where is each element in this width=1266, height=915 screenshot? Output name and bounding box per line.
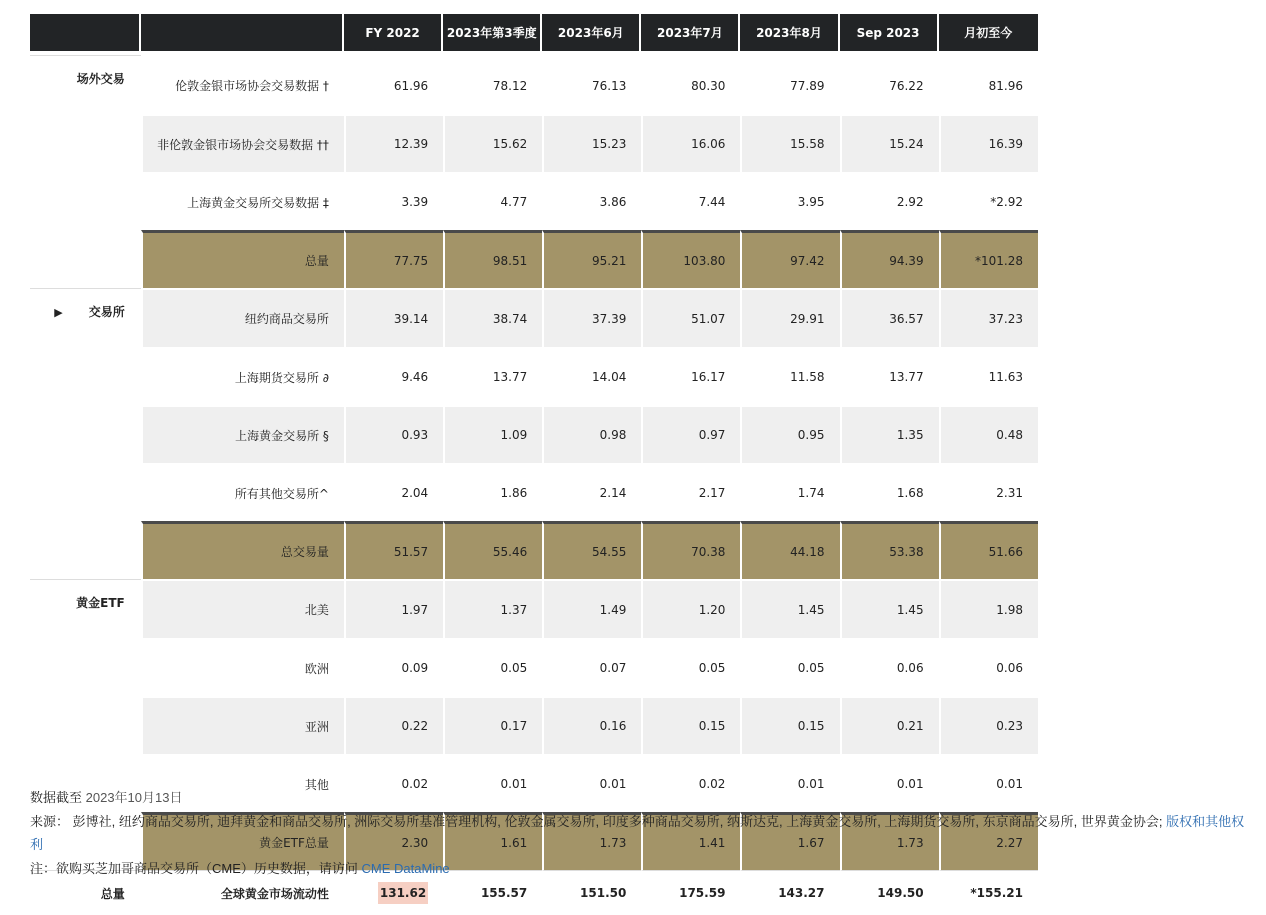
table-row (30, 172, 1038, 230)
expand-arrow-icon[interactable]: ▶ (54, 306, 63, 319)
cme-datamine-link[interactable]: CME DataMine (361, 860, 450, 876)
gold-liquidity-table (30, 14, 1038, 915)
cell-value: 77.89 (740, 55, 839, 114)
cell-value: 7.44 (641, 172, 740, 230)
cell-value: 1.37 (443, 579, 542, 638)
row-label: 北美 (141, 579, 344, 638)
cell-value: 3.39 (344, 172, 443, 230)
cell-value: 0.07 (542, 638, 641, 696)
cell-value: 1.97 (344, 579, 443, 638)
row-label: 上海黄金交易所交易数据 ‡ (141, 172, 344, 230)
cell-value: 14.04 (542, 347, 641, 405)
cell-value: 2.92 (840, 172, 939, 230)
cell-value: 1.74 (740, 463, 839, 521)
cell-value: 51.07 (641, 288, 740, 347)
cell-value: 2.14 (542, 463, 641, 521)
date-value: 2023年10月13日 (85, 790, 183, 805)
cell-value: 15.24 (840, 114, 939, 172)
value-text: 149.50 (877, 886, 924, 900)
row-label: 纽约商品交易所 (141, 288, 344, 347)
cell-value: 0.05 (443, 638, 542, 696)
group-spacer (30, 521, 141, 579)
source-prefix: 来源： (30, 813, 70, 829)
cell-value: 1.73 (840, 812, 939, 870)
cell-value: 15.62 (443, 114, 542, 172)
cell-value: 51.57 (344, 521, 443, 579)
cell-value: 38.74 (443, 288, 542, 347)
cell-value: 81.96 (939, 55, 1038, 114)
highlighted-value: 131.62 (378, 882, 428, 904)
cell-value: 0.01 (840, 754, 939, 812)
row-label: 伦敦金银市场协会交易数据 † (141, 55, 344, 114)
cell-value: 95.21 (542, 230, 641, 288)
cell-value: 1.45 (740, 579, 839, 638)
cell-value: 1.61 (443, 812, 542, 870)
cell-value: 0.16 (542, 696, 641, 754)
cell-value: 2.30 (344, 812, 443, 870)
group-label (30, 579, 141, 638)
date-prefix: 数据截至 (30, 790, 83, 805)
value-text: 155.57 (480, 886, 528, 900)
group-spacer (30, 230, 141, 288)
cell-value: 0.05 (740, 638, 839, 696)
cell-value: 0.01 (542, 754, 641, 812)
table-row (30, 579, 1038, 638)
cell-value: 70.38 (641, 521, 740, 579)
note-line (30, 857, 1255, 881)
cell-value: 0.17 (443, 696, 542, 754)
table-row (30, 114, 1038, 172)
cell-value: 1.68 (840, 463, 939, 521)
cell-value: 36.57 (840, 288, 939, 347)
cell-value: 1.49 (542, 579, 641, 638)
cell-value: 0.48 (939, 405, 1038, 463)
cell-value: 16.17 (641, 347, 740, 405)
cell-value: 11.63 (939, 347, 1038, 405)
cell-value: 0.09 (344, 638, 443, 696)
row-label: 其他 (141, 754, 344, 812)
cell-value: 16.39 (939, 114, 1038, 172)
cell-value: 0.23 (939, 696, 1038, 754)
row-label: 总量 (141, 230, 344, 288)
row-label: 全球黄金市场流动性 (141, 870, 344, 915)
cell-value: 61.96 (344, 55, 443, 114)
table-row (30, 696, 1038, 754)
cell-value: 55.46 (443, 521, 542, 579)
row-label: 所有其他交易所^ (141, 463, 344, 521)
cell-value: 37.39 (542, 288, 641, 347)
cell-value: 0.02 (641, 754, 740, 812)
cell-value: 0.21 (840, 696, 939, 754)
row-label: 上海期货交易所 ∂ (141, 347, 344, 405)
cell-value: 12.39 (344, 114, 443, 172)
total-row (30, 521, 1038, 579)
footnotes (30, 786, 1255, 880)
cell-value: *2.92 (939, 172, 1038, 230)
cell-value: 15.23 (542, 114, 641, 172)
cell-value: 2.31 (939, 463, 1038, 521)
cell-value: 4.77 (443, 172, 542, 230)
table-row (30, 288, 1038, 347)
group-spacer (30, 114, 141, 172)
cell-value: 29.91 (740, 288, 839, 347)
cell-value: 39.14 (344, 288, 443, 347)
cell-value: 1.86 (443, 463, 542, 521)
cell-value: 2.17 (641, 463, 740, 521)
cell-value: 0.01 (443, 754, 542, 812)
cell-value: 78.12 (443, 55, 542, 114)
cell-value: 1.20 (641, 579, 740, 638)
cell-value: 0.93 (344, 405, 443, 463)
header-blank-label (141, 14, 344, 51)
header-col: Sep 2023 (840, 14, 939, 51)
cell-value: 51.66 (939, 521, 1038, 579)
group-label (30, 55, 141, 114)
cell-value: 13.77 (840, 347, 939, 405)
cell-value: 0.98 (542, 405, 641, 463)
cell-value: 2.04 (344, 463, 443, 521)
rights-link[interactable]: 版权和其他权利 (30, 813, 1245, 852)
value-text: 143.27 (778, 886, 825, 900)
header-col: 2023年7月 (641, 14, 740, 51)
row-label: 上海黄金交易所 § (141, 405, 344, 463)
cell-value: 0.06 (939, 638, 1038, 696)
cell-value: 13.77 (443, 347, 542, 405)
cell-value: 94.39 (840, 230, 939, 288)
cell-value: 1.67 (740, 812, 839, 870)
value-text: 175.59 (679, 886, 726, 900)
cell-value: 2.27 (939, 812, 1038, 870)
source-text: 彭博社, 纽约商品交易所, 迪拜黄金和商品交易所, 洲际交易所基准管理机构, 伦敦金属交易所, 印度多种商品交易所, 纳斯达克, 上海黄金交易所, 上海期货交易所, 东京商品交易所, 世界黄金协会; (72, 813, 1163, 829)
cell-value: 54.55 (542, 521, 641, 579)
cell-value: 0.15 (641, 696, 740, 754)
cell-value: 1.73 (542, 812, 641, 870)
row-label: 黄金ETF总量 (141, 812, 344, 870)
cell-value: 0.22 (344, 696, 443, 754)
cell-value: *101.28 (939, 230, 1038, 288)
header-blank-group (30, 14, 141, 51)
note-prefix: 注：欲购买芝加哥商品交易所（CME）历史数据，请访问 (30, 860, 358, 876)
group-spacer (30, 405, 141, 463)
row-label: 亚洲 (141, 696, 344, 754)
cell-value: 0.02 (344, 754, 443, 812)
row-label: 非伦敦金银市场协会交易数据 †† (141, 114, 344, 172)
group-spacer (30, 696, 141, 754)
cell-value: 103.80 (641, 230, 740, 288)
group-label (30, 288, 141, 347)
table-row (30, 638, 1038, 696)
cell-value: 76.22 (840, 55, 939, 114)
cell-value: 3.95 (740, 172, 839, 230)
header-col: 2023年第3季度 (443, 14, 542, 51)
value-text: 151.50 (580, 886, 627, 900)
cell-value: 1.41 (641, 812, 740, 870)
cell-value: 1.98 (939, 579, 1038, 638)
cell-value: 44.18 (740, 521, 839, 579)
cell-value: 15.58 (740, 114, 839, 172)
cell-value: 0.95 (740, 405, 839, 463)
table-row (30, 55, 1038, 114)
row-label: 欧洲 (141, 638, 344, 696)
group-name: 场外交易 (76, 72, 125, 86)
cell-value: 98.51 (443, 230, 542, 288)
total-row (30, 230, 1038, 288)
group-spacer (30, 638, 141, 696)
table-row (30, 405, 1038, 463)
cell-value: 16.06 (641, 114, 740, 172)
cell-value: 0.15 (740, 696, 839, 754)
group-spacer (30, 347, 141, 405)
table-row (30, 463, 1038, 521)
row-label: 总交易量 (141, 521, 344, 579)
cell-value: 37.23 (939, 288, 1038, 347)
group-spacer (30, 463, 141, 521)
cell-value: 1.35 (840, 405, 939, 463)
table-row (30, 347, 1038, 405)
table-header-row (30, 14, 1038, 51)
cell-value: 77.75 (344, 230, 443, 288)
cell-value: 1.45 (840, 579, 939, 638)
group-name: 总量 (30, 870, 141, 915)
value-text: *155.21 (970, 886, 1023, 900)
header-col: FY 2022 (344, 14, 443, 51)
header-col: 月初至今 (939, 14, 1038, 51)
group-name: 黄金ETF (76, 596, 125, 610)
cell-value: 0.05 (641, 638, 740, 696)
cell-value: 76.13 (542, 55, 641, 114)
cell-value: 3.86 (542, 172, 641, 230)
cell-value: 1.09 (443, 405, 542, 463)
cell-value: 11.58 (740, 347, 839, 405)
header-col: 2023年8月 (740, 14, 839, 51)
data-date-line (30, 786, 1255, 810)
cell-value: 0.01 (740, 754, 839, 812)
cell-value: 9.46 (344, 347, 443, 405)
cell-value: 0.06 (840, 638, 939, 696)
cell-value: 53.38 (840, 521, 939, 579)
cell-value: 0.01 (939, 754, 1038, 812)
group-spacer (30, 172, 141, 230)
cell-value: 80.30 (641, 55, 740, 114)
cell-value: 0.97 (641, 405, 740, 463)
source-line (30, 810, 1255, 857)
header-col: 2023年6月 (542, 14, 641, 51)
group-name: 交易所 (88, 305, 125, 319)
cell-value: 97.42 (740, 230, 839, 288)
